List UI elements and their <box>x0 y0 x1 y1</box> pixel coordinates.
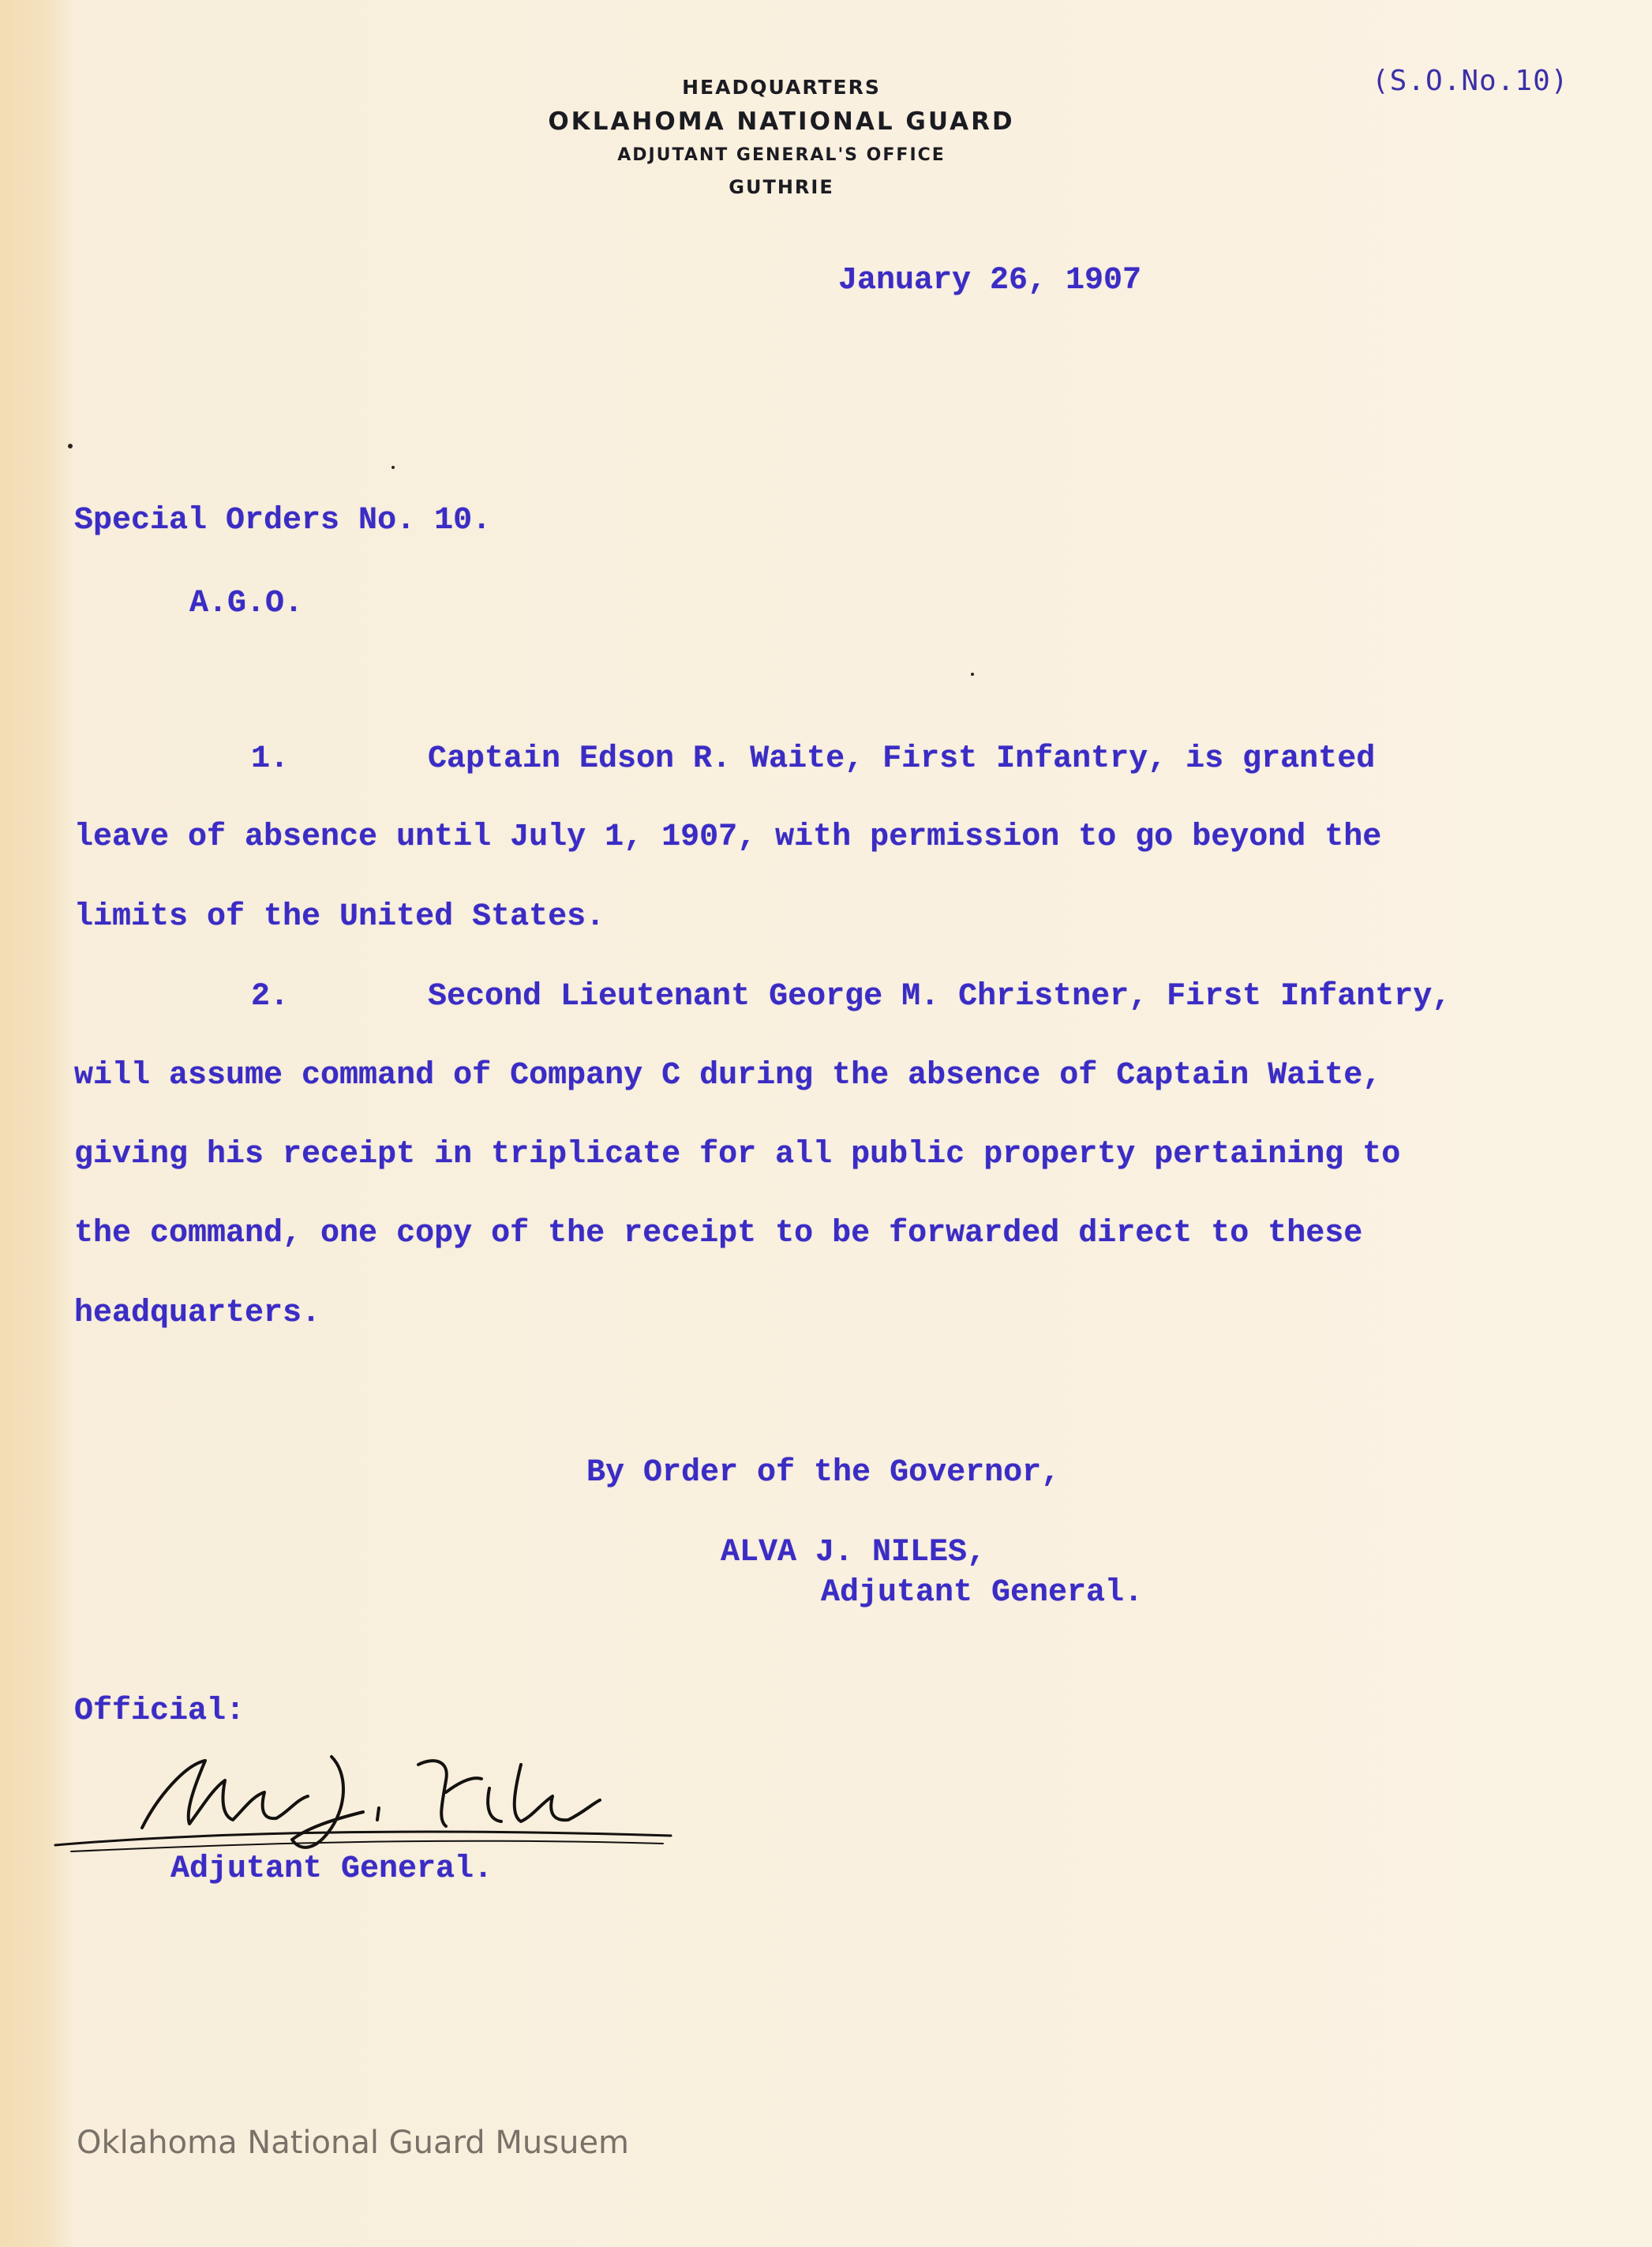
orders-title: Special Orders No. 10. <box>74 503 492 538</box>
closing-signatory-title: Adjutant General. <box>821 1575 1144 1611</box>
office-abbreviation: A.G.O. <box>189 586 304 621</box>
paper-speck <box>68 444 73 448</box>
paragraph-1-number: 1. <box>251 741 290 777</box>
letterhead-organization: OKLAHOMA NATIONAL GUARD <box>548 107 1015 136</box>
official-title: Adjutant General. <box>170 1851 493 1887</box>
letterhead-city: GUTHRIE <box>729 176 834 198</box>
paragraph-1-line: Captain Edson R. Waite, First Infantry, is granted <box>428 741 1376 777</box>
closing-signatory-name: ALVA J. NILES, <box>721 1535 987 1570</box>
paragraph-1-line: leave of absence until July 1, 1907, with permission to go beyond the <box>74 820 1382 855</box>
paragraph-2-number: 2. <box>251 979 290 1015</box>
museum-watermark: Oklahoma National Guard Musuem <box>77 2125 630 2161</box>
letterhead-headquarters: HEADQUARTERS <box>682 76 881 99</box>
paper-speck <box>391 466 395 469</box>
paragraph-2-line: headquarters. <box>74 1296 321 1331</box>
document-date: January 26, 1907 <box>838 263 1142 298</box>
closing-by-order: By Order of the Governor, <box>586 1455 1061 1491</box>
paragraph-2-line: will assume command of Company C during the absence of Captain Waite, <box>74 1058 1382 1093</box>
reference-mark: (S.O.No.10) <box>1372 65 1569 97</box>
paragraph-2-line: the command, one copy of the receipt to be forwarded direct to these <box>74 1216 1363 1251</box>
official-label: Official: <box>74 1694 245 1729</box>
paragraph-2-line: giving his receipt in triplicate for all public property pertaining to <box>74 1137 1401 1172</box>
paragraph-1-line: limits of the United States. <box>74 899 605 935</box>
paper-speck <box>971 673 974 676</box>
letterhead-office: ADJUTANT GENERAL'S OFFICE <box>617 145 946 165</box>
paragraph-2-line: Second Lieutenant George M. Christner, First Infantry, <box>428 979 1452 1015</box>
handwritten-signature <box>47 1733 679 1859</box>
